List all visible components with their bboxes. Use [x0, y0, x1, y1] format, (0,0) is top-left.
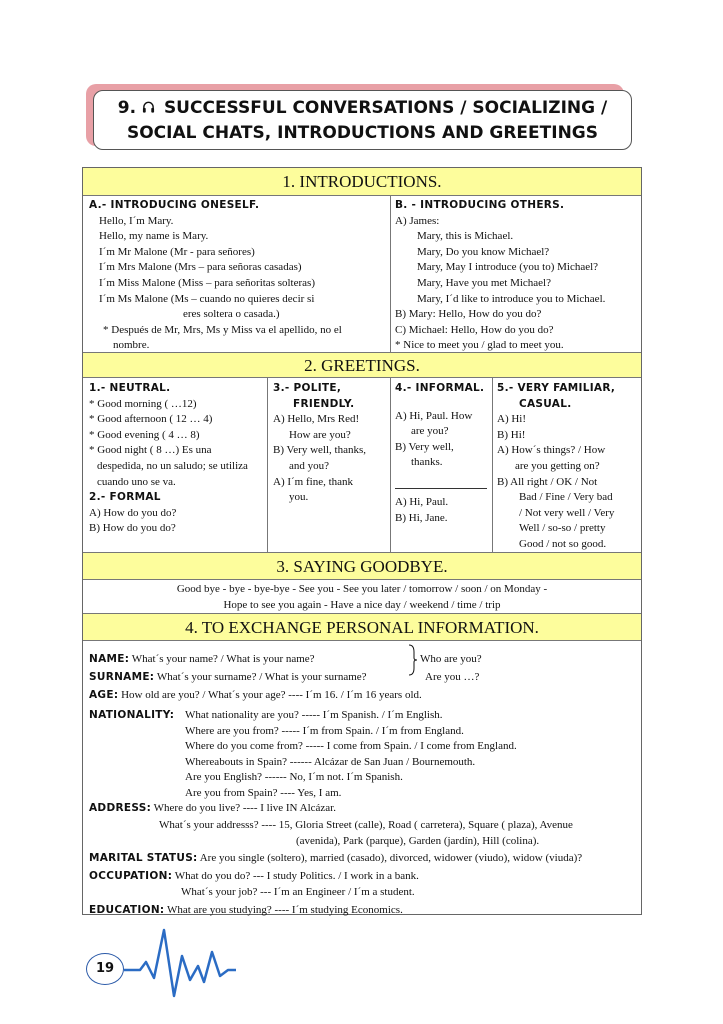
greet-divider — [492, 378, 493, 552]
greet-informal — [395, 381, 491, 526]
greet-neutral-line: despedida, no un saludo; se utiliza — [97, 459, 248, 472]
intro-oneself — [89, 198, 389, 354]
section-introductions-heading: 1. INTRODUCTIONS. — [83, 168, 641, 196]
brace-icon — [408, 644, 418, 676]
name-question: What´s your name? / What is your name? — [131, 653, 315, 665]
chapter-title — [93, 90, 632, 150]
greet-polite-line: How are you? — [289, 428, 351, 441]
headphones-icon — [142, 100, 155, 114]
intro-divider — [390, 196, 391, 352]
intro-b-line: Mary, this is Michael. — [417, 230, 514, 243]
intro-b-line: Mary, May I introduce (you to) Michael? — [417, 261, 599, 274]
address-label: ADDRESS: — [89, 802, 152, 814]
intro-b-line: B) Mary: Hello, How do you do? — [395, 308, 542, 321]
greet-divider — [390, 378, 391, 552]
chapter-number: 9. — [117, 98, 137, 118]
content-frame — [82, 167, 642, 915]
intro-b-line: A) James: — [395, 214, 440, 227]
greet-polite-line: B) Very well, thanks, — [273, 444, 366, 457]
intro-a-line: I´m Ms Malone (Ms – cuando no quieres decir si — [99, 292, 315, 305]
greet-familiar-line: Well / so-so / pretty — [519, 522, 606, 535]
greet-polite-heading: 3.- POLITE, — [273, 382, 342, 394]
address-line: (avenida), Park (parque), Garden (jardín), Hill (colina). — [296, 835, 540, 847]
nationality-line: Where are you from? ----- I´m from Spain. / I´m from England. — [185, 724, 464, 737]
nationality-label-text: NATIONALITY: — [89, 709, 175, 721]
greet-neutral-line: * Good morning ( …12) — [89, 397, 197, 410]
age-label: AGE: — [89, 689, 119, 701]
greet-familiar-line: A) Hi! — [497, 413, 527, 426]
greet-familiar-heading: 5.- VERY FAMILIAR, — [497, 382, 616, 394]
nationality-line: Where do you come from? ----- I come from Spain. / I come from England. — [185, 740, 517, 753]
nationality-line: Whereabouts in Spain? ------ Alcázar de San Juan / Bournemouth. — [185, 755, 476, 768]
address-line: What´s your addresss? ---- 15, Gloria Street (calle), Road ( carretera), Square ( plaza), Avenue — [159, 819, 573, 831]
intro-a-line: Hello, I´m Mary. — [99, 214, 174, 227]
greet-divider — [267, 378, 268, 552]
greet-neutral-heading: 1.- NEUTRAL. — [89, 382, 171, 394]
intro-b-line: Mary, I´d like to introduce you to Michael. — [417, 292, 606, 305]
title-line-1: SUCCESSFUL CONVERSATIONS / SOCIALIZING / — [163, 98, 608, 118]
greet-familiar-line: / Not very well / Very — [519, 506, 615, 519]
section-goodbye-heading: 3. SAYING GOODBYE. — [83, 552, 641, 580]
greet-neutral-line: cuando uno se va. — [97, 475, 176, 488]
greet-neutral-line: * Good afternoon ( 12 … 4) — [89, 413, 213, 426]
greet-informal-line: are you? — [411, 425, 449, 438]
name-label: NAME: — [89, 653, 130, 665]
intro-b-line: Mary, Do you know Michael? — [417, 245, 550, 258]
education-text: What are you studying? ---- I´m studying Economics. — [166, 904, 403, 916]
intro-b-line: C) Michael: Hello, How do you do? — [395, 323, 554, 336]
section-greetings-heading: 2. GREETINGS. — [83, 352, 641, 378]
greet-polite-line: A) I´m fine, thank — [273, 475, 354, 488]
page-number: 19 — [86, 953, 124, 985]
intro-a-line: I´m Mr Malone (Mr - para señores) — [99, 245, 255, 258]
intro-b-note: * Nice to meet you / glad to meet you. — [395, 339, 564, 352]
intro-b-heading: B. - INTRODUCING OTHERS. — [395, 199, 565, 211]
greet-familiar-line: B) All right / OK / Not — [497, 475, 598, 488]
are-you: Are you …? — [425, 671, 480, 683]
intro-others — [395, 198, 639, 354]
marital-row — [89, 852, 582, 864]
surname-row — [89, 671, 367, 683]
surname-question: What´s your surname? / What is your surname? — [156, 671, 367, 683]
address-text: Where do you live? ---- I live IN Alcázar. — [153, 802, 336, 814]
greet-neutral-line: * Good evening ( 4 … 8) — [89, 428, 200, 441]
age-text: How old are you? / What´s your age? ---- I´m 16. / I´m 16 years old. — [121, 689, 422, 701]
intro-a-note: nombre. — [113, 339, 150, 352]
greet-familiar-heading: CASUAL. — [519, 397, 572, 410]
occupation-row — [89, 870, 419, 882]
name-row — [89, 653, 315, 665]
occupation-label: OCCUPATION: — [89, 870, 173, 882]
greet-familiar-line: are you getting on? — [515, 459, 600, 472]
greet-informal-heading: 4.- INFORMAL. — [395, 382, 485, 394]
section-personal-heading: 4. TO EXCHANGE PERSONAL INFORMATION. — [83, 613, 641, 641]
greet-polite-line: A) Hello, Mrs Red! — [273, 413, 360, 426]
marital-label: MARITAL STATUS: — [89, 852, 198, 864]
greet-familiar — [497, 381, 639, 553]
greet-informal-line: B) Hi, Jane. — [395, 511, 448, 524]
intro-a-line: I´m Mrs Malone (Mrs – para señoras casadas) — [99, 261, 302, 274]
greet-formal-line: B) How do you do? — [89, 522, 176, 535]
greet-informal-line: A) Hi, Paul. How — [395, 409, 473, 422]
nationality-label — [89, 709, 174, 721]
title-line-2: SOCIAL CHATS, INTRODUCTIONS AND GREETINGS — [126, 123, 599, 143]
intro-a-note: * Después de Mr, Mrs, Ms y Miss va el apellido, no el — [103, 323, 342, 336]
informal-separator — [395, 488, 487, 489]
goodbye-line: Good bye - bye - bye-bye - See you - See you later / tomorrow / soon / on Monday - — [176, 583, 548, 595]
greet-polite-heading: FRIENDLY. — [293, 397, 355, 410]
heartbeat-icon — [124, 926, 236, 1000]
occupation-text: What do you do? --- I study Politics. / I work in a bank. — [174, 870, 419, 882]
greet-formal-heading: 2.- FORMAL — [89, 491, 161, 504]
intro-a-line: Hello, my name is Mary. — [99, 230, 209, 243]
greet-informal-line: thanks. — [411, 456, 443, 469]
who-are-you: Who are you? — [420, 653, 482, 665]
greet-polite-line: and you? — [289, 459, 330, 472]
surname-label: SURNAME: — [89, 671, 155, 683]
greet-familiar-line: A) How´s things? / How — [497, 444, 606, 457]
intro-b-line: Mary, Have you met Michael? — [417, 276, 551, 289]
greet-familiar-line: B) Hi! — [497, 428, 526, 441]
greet-informal-line: B) Very well, — [395, 440, 454, 453]
greet-polite-line: you. — [289, 491, 309, 504]
nationality-line: What nationality are you? ----- I´m Spanish. / I´m English. — [185, 709, 443, 721]
education-label: EDUCATION: — [89, 904, 165, 916]
intro-a-heading: A.- INTRODUCING ONESELF. — [89, 199, 260, 211]
goodbye-line: Hope to see you again - Have a nice day / weekend / time / trip — [223, 598, 501, 611]
greet-polite — [273, 381, 389, 506]
nationality-line: Are you English? ------ No, I´m not. I´m Spanish. — [185, 771, 403, 784]
address-row — [89, 802, 336, 814]
education-row — [89, 904, 403, 916]
greet-formal-line: A) How do you do? — [89, 506, 177, 519]
occupation-line: What´s your job? --- I´m an Engineer / I´m a student. — [181, 886, 415, 898]
marital-text: Are you single (soltero), married (casado), divorced, widower (viudo), widow (viuda)? — [199, 852, 583, 864]
intro-a-line: I´m Miss Malone (Miss – para señoritas solteras) — [99, 276, 315, 289]
greet-familiar-line: Bad / Fine / Very bad — [519, 491, 613, 504]
greet-familiar-line: Good / not so good. — [519, 537, 607, 550]
nationality-line: Are you from Spain? ---- Yes, I am. — [185, 786, 342, 799]
age-row — [89, 689, 422, 701]
intro-a-line: eres soltera o casada.) — [183, 308, 280, 321]
goodbye-phrases — [83, 582, 641, 613]
greet-neutral-line: * Good night ( 8 …) Es una — [89, 444, 212, 457]
nationality-lines — [185, 708, 517, 802]
greet-informal-line: A) Hi, Paul. — [395, 495, 449, 508]
greet-neutral — [89, 381, 265, 537]
